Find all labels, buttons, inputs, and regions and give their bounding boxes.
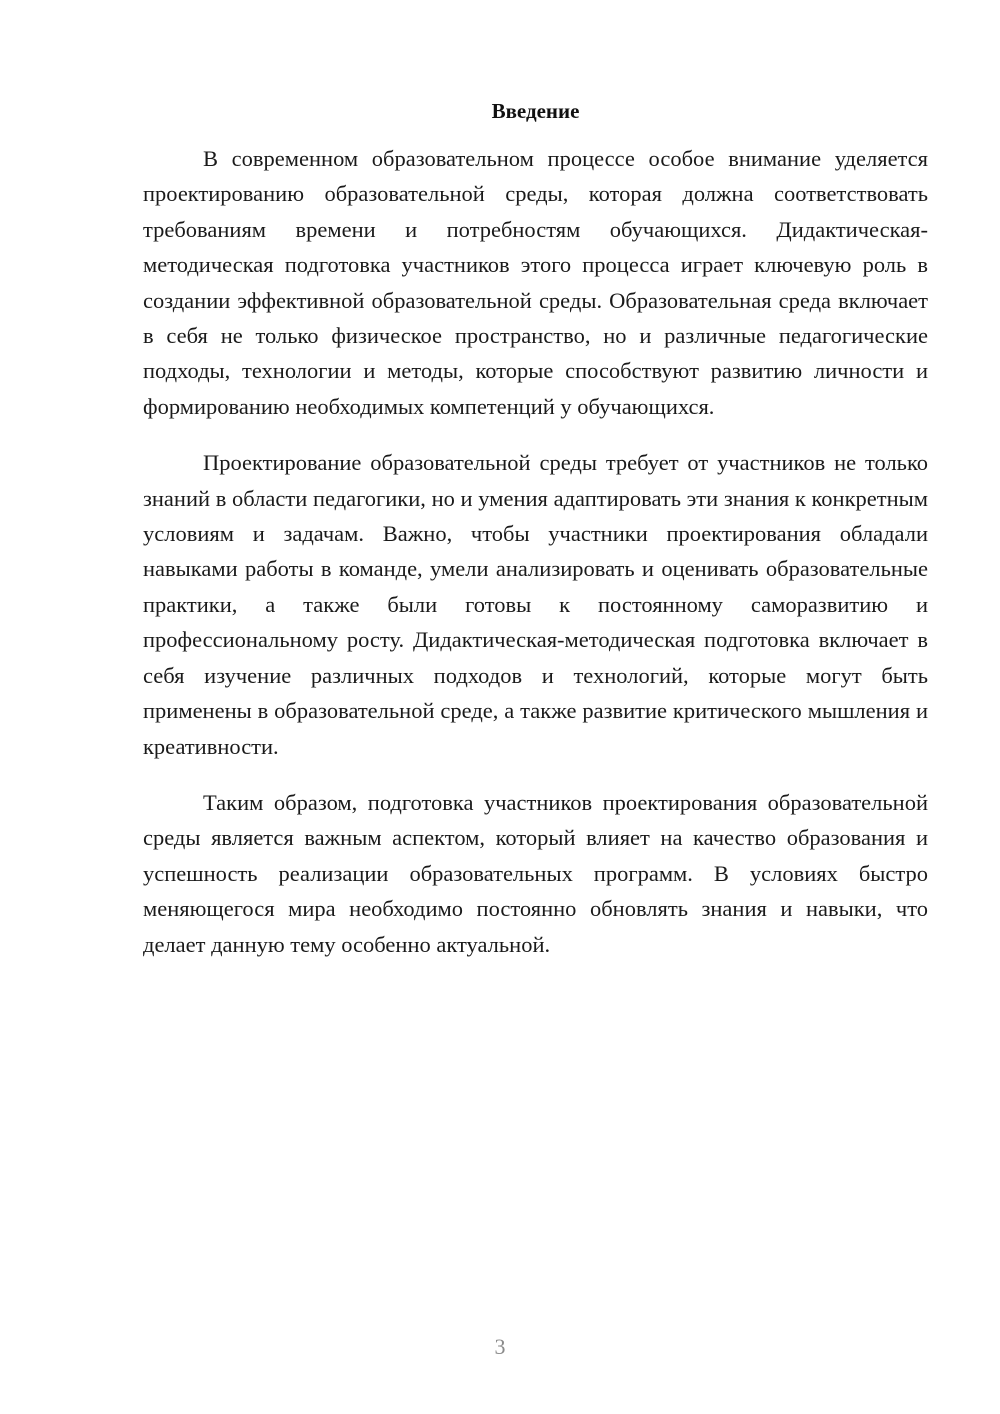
paragraph-2: Проектирование образовательной среды требует от участников не только знаний в области педагогики, но и умения адаптировать эти знания к конкретным условиям и задачам. Важно, чтобы участники проектирования обладали навыками работы в команде, умели анализировать и оценивать образовательные практики, а также были готовы к постоянному саморазвитию и профессиональному росту. Дидактическая-методическая подготовка включает в себя изучение различных подходов и технологий, которые могут быть применены в образовательной среде, а также развитие критического мышления и креативности. [143,450,928,759]
page-content [143,96,928,983]
paragraph-3: Таким образом, подготовка участников проектирования образовательной среды является важным аспектом, который влияет на качество образования и успешность реализации образовательных программ. В условиях быстро меняющегося мира необходимо постоянно обновлять знания и навыки, что делает данную тему особенно актуальной. [143,789,928,957]
paragraph-1: В современном образовательном процессе особое внимание уделяется проектированию образовательной среды, которая должна соответствовать требованиям времени и потребностям обучающихся. Дидактическая-методическая подготовка участников этого процесса играет ключевую роль в создании эффективной образовательной среды. Образовательная среда включает в себя не только физическое пространство, но и различные педагогические подходы, технологии и методы, которые способствуют развитию личности и формированию необходимых компетенций у обучающихся. [143,146,928,419]
section-title: Введение [491,99,580,123]
page-number: 3 [494,1334,506,1359]
